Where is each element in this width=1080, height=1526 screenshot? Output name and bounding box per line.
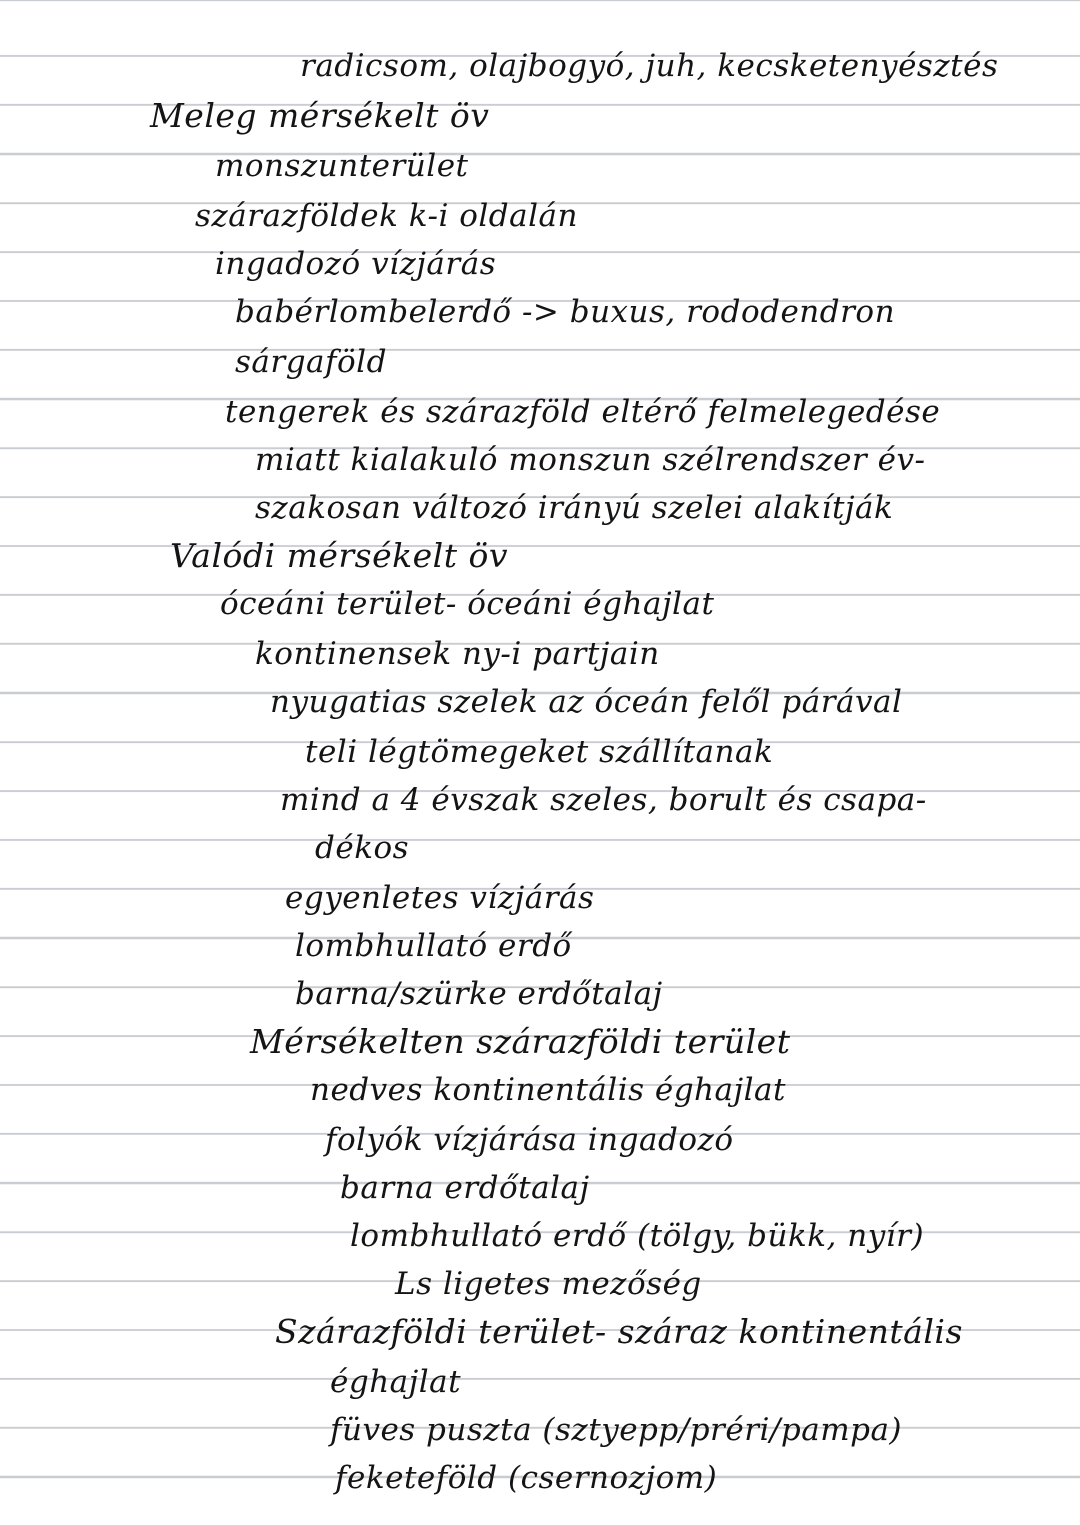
note-line: egyenletes vízjárás xyxy=(285,880,595,916)
note-line: teli légtömegeket szállítanak xyxy=(305,734,774,770)
note-line: éghajlat xyxy=(330,1364,462,1400)
note-line: sárgaföld xyxy=(235,344,387,380)
note-line: szakosan változó irányú szelei alakítják xyxy=(255,490,894,526)
note-line: barna erdőtalaj xyxy=(340,1170,590,1206)
section-heading: Mérsékelten szárazföldi terület xyxy=(250,1022,791,1061)
note-line: füves puszta (sztyepp/préri/pampa) xyxy=(330,1412,903,1448)
note-line: lombhullató erdő (tölgy, bükk, nyír) xyxy=(350,1218,925,1254)
note-line: kontinensek ny-i partjain xyxy=(255,636,660,672)
note-line: monszunterület xyxy=(215,148,469,184)
note-line: tengerek és szárazföld eltérő felmelegedése xyxy=(225,394,941,430)
note-line: Ls ligetes mezőség xyxy=(395,1266,702,1302)
note-line: radicsom, olajbogyó, juh, kecsketenyésztés xyxy=(300,48,999,84)
note-line: miatt kialakuló monszun szélrendszer év- xyxy=(255,442,926,478)
note-line: nyugatias szelek az óceán felől párával xyxy=(270,684,903,720)
note-line: szárazföldek k-i oldalán xyxy=(195,198,578,234)
note-line: mind a 4 évszak szeles, borult és csapa- xyxy=(280,782,927,818)
note-line: óceáni terület- óceáni éghajlat xyxy=(220,586,715,622)
note-line: folyók vízjárása ingadozó xyxy=(325,1122,734,1158)
section-heading: Valódi mérsékelt öv xyxy=(170,536,508,575)
note-line: feketeföld (csernozjom) xyxy=(335,1460,718,1496)
section-heading: Meleg mérsékelt öv xyxy=(150,96,490,135)
note-line: dékos xyxy=(315,830,410,866)
note-line: ingadozó vízjárás xyxy=(215,246,497,282)
note-line: barna/szürke erdőtalaj xyxy=(295,976,663,1012)
section-heading: Szárazföldi terület- száraz kontinentális xyxy=(275,1312,963,1351)
note-line: babérlombelerdő -> buxus, rododendron xyxy=(235,294,896,330)
note-line: nedves kontinentális éghajlat xyxy=(310,1072,786,1108)
note-line: lombhullató erdő xyxy=(295,928,572,964)
